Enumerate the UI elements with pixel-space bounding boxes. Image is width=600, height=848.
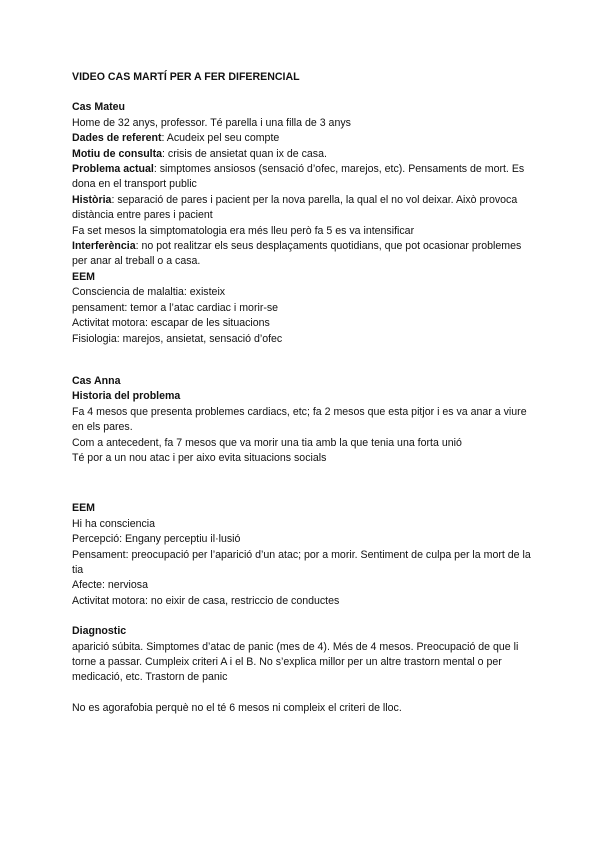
case-anna-heading: Cas Anna [72,374,121,387]
field-label: Interferència [72,240,136,253]
anna-problem-line: Com a antecedent, fa 7 mesos que va morir una tia amb la que tenia una forta unió [72,436,462,449]
anna-conclusion: No es agorafobia perquè no el té 6 mesos ni compleix el criteri de lloc. [72,701,402,714]
anna-problem-heading: Historia del problema [72,390,181,403]
field-value: : no pot realitzar els seus desplaçaments quotidians, que pot ocasionar problemes per anar al treball o a casa. [72,240,522,268]
mateu-field-problema [72,162,532,193]
anna-eem-line: Pensament: preocupació per l’aparició d’un atac; por a morir. Sentiment de culpa per la mort de la tia [72,548,531,576]
mateu-intro: Home de 32 anys, professor. Té parella i una filla de 3 anys [72,116,351,129]
mateu-field-motiu [72,147,532,162]
field-label: Motiu de consulta [72,147,163,160]
mateu-field-interferencia [72,239,532,270]
anna-eem-heading: EEM [72,502,95,515]
mateu-eem-line: pensament: temor a l’atac cardiac i morir-se [72,301,279,314]
mateu-eem-line: Fisiologia: marejos, ansietat, sensació d’ofec [72,332,283,345]
mateu-eem-line: Activitat motora: escapar de les situacions [72,317,270,330]
mateu-eem-line: Consciencia de malaltia: existeix [72,286,226,299]
field-label: Història [72,193,112,206]
anna-eem-line: Hi ha consciencia [72,517,156,530]
document-title: VIDEO CAS MARTÍ PER A FER DIFERENCIAL [72,71,300,83]
spacer [72,609,532,624]
field-value: : simptomes ansiosos (sensació d’ofec, marejos, etc). Pensaments de mort. Es dona en el transport public [72,163,525,191]
anna-eem-line: Afecte: nerviosa [72,579,148,592]
anna-diagnostic-heading: Diagnostic [72,625,127,638]
case-anna [72,374,532,716]
anna-diagnostic-text: aparició súbita. Simptomes d’atac de panic (mes de 4). Més de 4 mesos. Preocupació de que li torne a passar. Cumpleix criteri A i el B. No s’explica millor per un altre trastorn mental o per medicació, etc. Trastorn de panic [72,640,519,684]
anna-problem-line: Té por a un nou atac i per aixo evita situacions socials [72,451,327,464]
mateu-eem-heading: EEM [72,270,95,283]
case-mateu-heading: Cas Mateu [72,101,125,114]
case-mateu [72,100,532,347]
field-value: : crisis de ansietat quan ix de casa. [162,147,327,160]
field-value: : separació de pares i pacient per la nova parella, la qual el no vol deixar. Això provoca distància entre pares i pacient [72,193,518,222]
spacer [72,466,532,501]
spacer [72,686,532,701]
field-label: Problema actual [72,163,154,176]
document-page [72,70,532,716]
anna-problem-line: Fa 4 mesos que presenta problemes cardiacs, etc; fa 2 mesos que esta pitjor i es va anar a viure en els pares. [72,405,527,434]
field-value: : Acudeix pel seu compte [161,132,280,145]
mateu-field-historia [72,193,532,224]
anna-eem-line: Activitat motora: no eixir de casa, restriccio de conductes [72,594,340,607]
anna-eem-line: Percepció: Engany perceptiu il·lusió [72,533,241,546]
mateu-note: Fa set mesos la simptomatologia era més lleu però fa 5 es va intensificar [72,224,415,237]
field-label: Dades de referent [72,132,162,145]
mateu-field-referent [72,131,532,146]
spacer [72,347,532,374]
